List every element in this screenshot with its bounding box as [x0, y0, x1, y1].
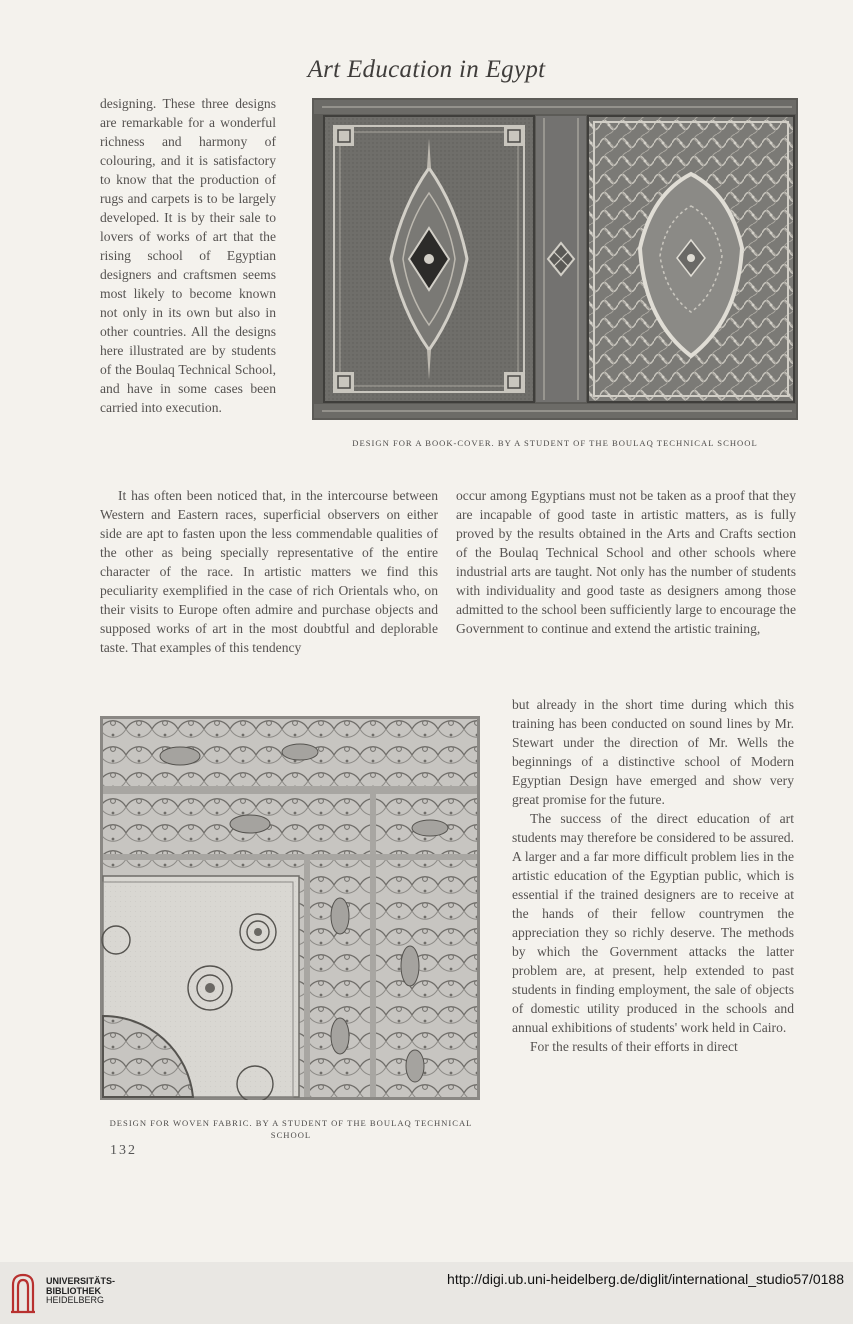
column-right-narrow-p3: For the results of their efforts in direct: [530, 1039, 738, 1054]
library-name-line-2: BIBLIOTHEK: [46, 1285, 101, 1296]
running-title: Art Education in Egypt: [307, 56, 546, 83]
page-number: 132: [110, 1143, 137, 1158]
column-left: [100, 486, 438, 657]
book-cover-caption: DESIGN FOR A BOOK-COVER. BY A STUDENT OF THE BOULAQ TECHNICAL SCHOOL: [352, 438, 758, 448]
library-name: [46, 1277, 115, 1306]
book-cover-illustration: [312, 98, 798, 420]
intro-text: designing. These three designs are remarkable for a wonderful richness and harmony of colouring, and it is satisfactory to know that the production of rugs and carpets is to be largely developed. It is by their sale to lovers of works of art that the rising school of Egyptian designers and craftsmen seems most likely to become known not only in its own but also in other countries. All the designs here illustrated are by students of the Boulaq Technical School, and have in some cases been carried into execution.: [100, 96, 276, 415]
intro-paragraph: [100, 94, 276, 417]
column-right-top-text: occur among Egyptians must not be taken as a proof that they are incapable of good taste in artistic matters, as is fully proved by the results obtained in the Arts and Crafts section of the Boulaq Technical School and other schools where industrial arts are taught. Not only has the number of students with individuality and good taste as designers among those admitted to the school been sufficiently large to encourage the Government to continue and extend the artistic training,: [456, 488, 796, 636]
column-right-narrow-p2: The success of the direct education of art students may therefore be considered to be assured. A larger and a far more difficult problem lies in the artistic education of the Egyptian public, which is essential if the trained designers are to receive at the hands of their fellow countrymen the appreciation they so richly deserve. The methods by which the Government attacks the latter problem are, at present, help extended to past students in finding employment, the sale of objects of domestic utility produced in the schools and annual exhibitions of students' work held in Cairo.: [512, 811, 794, 1035]
column-right-top: [456, 486, 796, 638]
library-name-line-1: UNIVERSITÄTS-: [46, 1276, 116, 1286]
column-right-narrow-p1: but already in the short time during which this training has been conducted on sound lines by Mr. Stewart under the direction of Mr. Wells the beginnings of a distinctive school of Modern Egyptian Design have emerged and show very great promise for the future.: [512, 697, 794, 807]
column-right-narrow: [512, 695, 794, 1056]
library-name-line-3: HEIDELBERG: [46, 1295, 105, 1305]
column-left-text: It has often been noticed that, in the intercourse between Western and Eastern races, superficial observers on either side are apt to fasten upon the less commendable qualities of the other as being specially representative of the entire character of the race. In artistic matters we find this peculiarity exemplified in the case of rich Orientals who, on their visits to Europe often admire and purchase objects and supposed works of art in the most doubtful and deplorable taste. That examples of this tendency: [100, 488, 438, 655]
library-logo-icon[interactable]: [10, 1271, 36, 1315]
source-url-link[interactable]: http://digi.ub.uni-heidelberg.de/diglit/international_studio57/0188: [447, 1271, 844, 1287]
fabric-caption: DESIGN FOR WOVEN FABRIC. BY A STUDENT OF THE BOULAQ TECHNICAL SCHOOL: [109, 1118, 473, 1140]
woven-fabric-illustration: [100, 716, 480, 1100]
